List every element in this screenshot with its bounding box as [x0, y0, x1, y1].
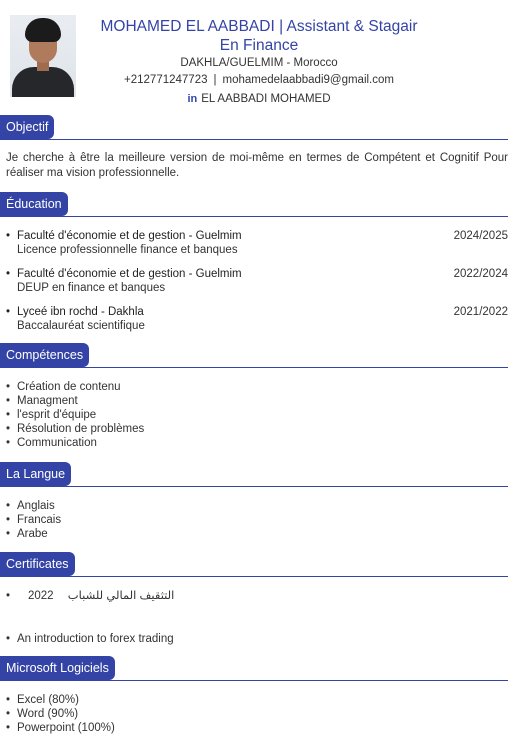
section-title-competences: Compétences	[0, 343, 89, 367]
list-item: • Résolution de problèmes	[6, 422, 144, 436]
certificate-item	[6, 589, 174, 603]
list-item: • Création de contenu	[6, 380, 121, 394]
list-item: • Arabe	[6, 527, 48, 541]
objectif-text: Je cherche à être la meilleure version de moi-même en termes de Compétent et Cognitif Pour réaliser ma vision professionnelle.	[6, 152, 508, 179]
education-degree: Licence professionnelle finance et banques	[17, 244, 238, 256]
list-item: • Word (90%)	[6, 707, 78, 721]
name-title-line1: MOHAMED EL AABBADI | Assistant & Stagair	[100, 18, 418, 35]
divider	[0, 216, 508, 217]
email-link[interactable]: mohamedelaabbadi9@gmail.com	[222, 74, 394, 86]
section-title-education: Éducation	[0, 192, 68, 216]
section-title-logiciels: Microsoft Logiciels	[0, 656, 115, 680]
divider	[0, 680, 508, 681]
list-item: • Francais	[6, 513, 61, 527]
list-item: • Powerpoint (100%)	[6, 721, 115, 735]
section-title-langue: La Langue	[0, 462, 71, 486]
education-date: 2024/2025	[453, 230, 508, 242]
phone[interactable]: +212771247723	[124, 74, 208, 86]
education-school: • Lyceé ibn rochd - Dakhla	[6, 305, 144, 319]
education-date: 2022/2024	[453, 268, 508, 280]
list-item: • Excel (80%)	[6, 693, 79, 707]
linkedin-line[interactable]	[80, 92, 438, 106]
divider	[0, 139, 508, 140]
divider	[0, 486, 508, 487]
cv-header	[0, 0, 518, 112]
education-school: • Faculté d'économie et de gestion - Guelmim	[6, 229, 242, 243]
list-item: • Managment	[6, 394, 78, 408]
list-item: • Anglais	[6, 499, 55, 513]
contact-separator: |	[213, 74, 217, 86]
linkedin-name[interactable]: EL AABBADI MOHAMED	[201, 93, 331, 105]
section-title-objectif: Objectif	[0, 115, 54, 139]
education-school: • Faculté d'économie et de gestion - Guelmim	[6, 267, 242, 281]
contact-line	[80, 73, 438, 87]
certificate-year: 2022	[28, 590, 54, 602]
name-title	[80, 17, 438, 55]
name-title-line2: En Finance	[219, 37, 299, 54]
linkedin-icon: in	[187, 93, 198, 105]
certificate-item: • An introduction to forex trading	[6, 632, 174, 646]
education-date: 2021/2022	[453, 306, 508, 318]
section-title-certificates: Certificates	[0, 552, 75, 576]
list-item: • Communication	[6, 436, 97, 450]
education-degree: DEUP en finance et banques	[17, 282, 166, 294]
divider	[0, 367, 508, 368]
education-degree: Baccalauréat scientifique	[17, 320, 145, 332]
location: DAKHLA/GUELMIM - Morocco	[180, 57, 338, 69]
certificate-arabic-title: التثقيف المالي للشباب	[67, 590, 175, 602]
profile-photo	[10, 15, 76, 97]
list-item: • l'esprit d'équipe	[6, 408, 96, 422]
divider	[0, 576, 508, 577]
